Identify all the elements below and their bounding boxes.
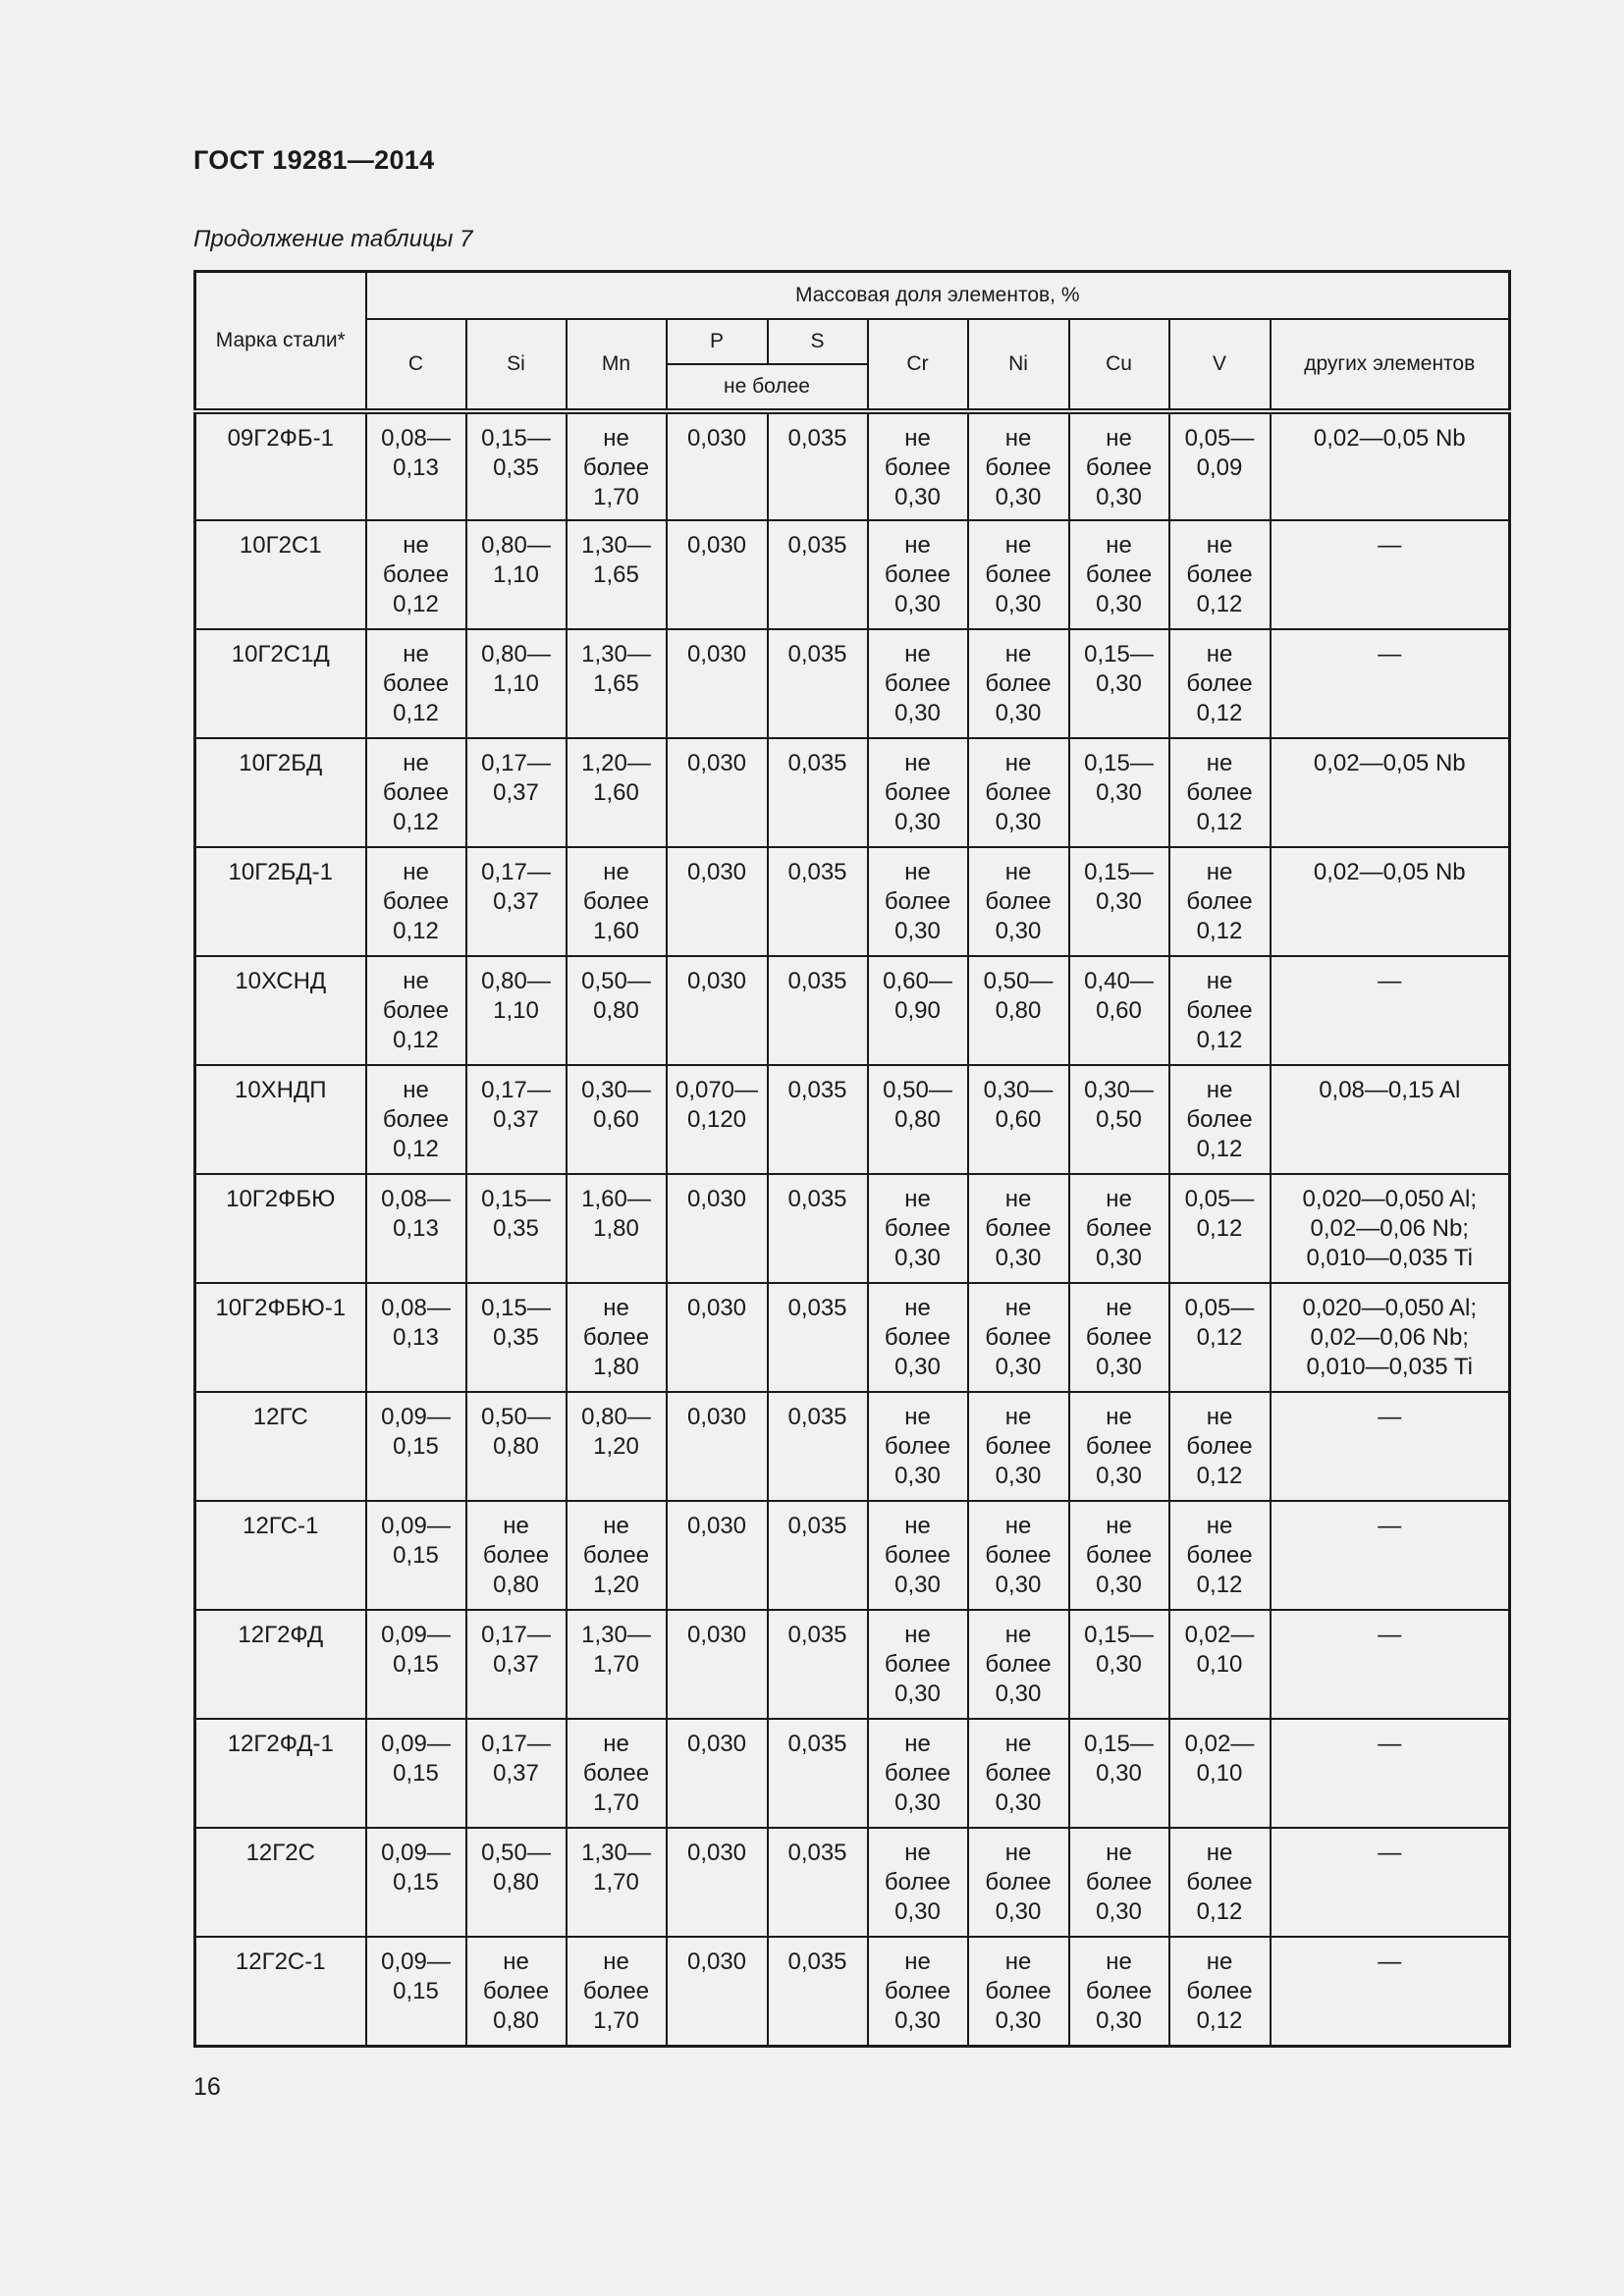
cell-si: 0,17— 0,37 [466,738,567,847]
cell-s: 0,035 [768,1392,868,1501]
cell-ni: не более 0,30 [968,847,1069,956]
cell-si: 0,17— 0,37 [466,1610,567,1719]
table-row [195,1828,1510,1937]
cell-si: 0,17— 0,37 [466,1065,567,1174]
table-row [195,411,1510,520]
cell-mn: 1,30— 1,65 [567,629,667,738]
cell-p: 0,030 [667,738,768,847]
header-c: C [366,319,466,411]
cell-v: 0,02— 0,10 [1169,1610,1271,1719]
cell-s: 0,035 [768,629,868,738]
cell-steel-grade: 10Г2ФБЮ-1 [195,1283,366,1392]
cell-v: не более 0,12 [1169,847,1271,956]
cell-cu: не более 0,30 [1069,520,1169,629]
cell-other: 0,020—0,050 Al; 0,02—0,06 Nb; 0,010—0,035 Ti [1271,1283,1510,1392]
cell-si: 0,17— 0,37 [466,847,567,956]
cell-ni: не более 0,30 [968,1283,1069,1392]
cell-cu: 0,30— 0,50 [1069,1065,1169,1174]
cell-other: — [1271,956,1510,1065]
cell-other: 0,08—0,15 Al [1271,1065,1510,1174]
cell-si: 0,80— 1,10 [466,520,567,629]
cell-cr: не более 0,30 [868,847,968,956]
cell-other: — [1271,1937,1510,2046]
cell-ni: не более 0,30 [968,629,1069,738]
header-v: V [1169,319,1271,411]
cell-c: не более 0,12 [366,1065,466,1174]
cell-mn: 1,60— 1,80 [567,1174,667,1283]
cell-s: 0,035 [768,1937,868,2046]
cell-v: 0,02— 0,10 [1169,1719,1271,1828]
cell-cr: не более 0,30 [868,1828,968,1937]
cell-p: 0,030 [667,1392,768,1501]
cell-steel-grade: 12Г2С-1 [195,1937,366,2046]
document-title: ГОСТ 19281—2014 [193,145,435,175]
cell-steel-grade: 12ГС [195,1392,366,1501]
cell-s: 0,035 [768,411,868,520]
cell-steel-grade: 10ХНДП [195,1065,366,1174]
cell-s: 0,035 [768,1610,868,1719]
cell-v: не более 0,12 [1169,1065,1271,1174]
cell-p: 0,030 [667,847,768,956]
cell-si: 0,15— 0,35 [466,1174,567,1283]
cell-si: не более 0,80 [466,1501,567,1610]
cell-mn: 0,30— 0,60 [567,1065,667,1174]
cell-cr: не более 0,30 [868,520,968,629]
cell-mn: 1,30— 1,70 [567,1610,667,1719]
cell-cu: не более 0,30 [1069,411,1169,520]
cell-si: 0,50— 0,80 [466,1392,567,1501]
cell-s: 0,035 [768,956,868,1065]
cell-v: 0,05— 0,12 [1169,1283,1271,1392]
cell-other: 0,02—0,05 Nb [1271,847,1510,956]
cell-other: 0,02—0,05 Nb [1271,738,1510,847]
cell-cu: 0,40— 0,60 [1069,956,1169,1065]
cell-v: 0,05— 0,12 [1169,1174,1271,1283]
cell-cu: не более 0,30 [1069,1828,1169,1937]
cell-p: 0,070— 0,120 [667,1065,768,1174]
chemical-composition-table [193,270,1511,2048]
cell-v: 0,05— 0,09 [1169,411,1271,520]
cell-s: 0,035 [768,1828,868,1937]
cell-ni: не более 0,30 [968,1174,1069,1283]
cell-ni: 0,50— 0,80 [968,956,1069,1065]
cell-cr: не более 0,30 [868,1501,968,1610]
cell-p: 0,030 [667,1828,768,1937]
cell-c: 0,08— 0,13 [366,1174,466,1283]
cell-steel-grade: 10Г2БД [195,738,366,847]
header-ni: Ni [968,319,1069,411]
table-row [195,1937,1510,2046]
cell-p: 0,030 [667,1610,768,1719]
cell-s: 0,035 [768,1283,868,1392]
cell-cr: не более 0,30 [868,1174,968,1283]
cell-steel-grade: 10Г2С1Д [195,629,366,738]
cell-cu: не более 0,30 [1069,1392,1169,1501]
cell-cr: 0,60— 0,90 [868,956,968,1065]
cell-steel-grade: 12Г2ФД [195,1610,366,1719]
cell-other: 0,02—0,05 Nb [1271,411,1510,520]
cell-cr: не более 0,30 [868,1719,968,1828]
cell-cu: не более 0,30 [1069,1937,1169,2046]
cell-p: 0,030 [667,1283,768,1392]
cell-cu: 0,15— 0,30 [1069,738,1169,847]
cell-cu: 0,15— 0,30 [1069,1719,1169,1828]
header-cu: Cu [1069,319,1169,411]
cell-si: не более 0,80 [466,1937,567,2046]
cell-s: 0,035 [768,1174,868,1283]
cell-cu: не более 0,30 [1069,1501,1169,1610]
cell-v: не более 0,12 [1169,1937,1271,2046]
cell-v: не более 0,12 [1169,1828,1271,1937]
cell-cu: 0,15— 0,30 [1069,847,1169,956]
cell-steel-grade: 09Г2ФБ-1 [195,411,366,520]
table-row [195,1610,1510,1719]
cell-cr: не более 0,30 [868,1937,968,2046]
cell-steel-grade: 10Г2БД-1 [195,847,366,956]
cell-mn: не более 1,80 [567,1283,667,1392]
header-cr: Cr [868,319,968,411]
cell-ni: 0,30— 0,60 [968,1065,1069,1174]
cell-steel-grade: 12Г2ФД-1 [195,1719,366,1828]
header-ps-max-note: не более [667,364,868,411]
cell-s: 0,035 [768,1719,868,1828]
cell-v: не более 0,12 [1169,1392,1271,1501]
cell-other: — [1271,1719,1510,1828]
cell-mn: 1,20— 1,60 [567,738,667,847]
cell-ni: не более 0,30 [968,1501,1069,1610]
cell-cr: 0,50— 0,80 [868,1065,968,1174]
cell-mn: 1,30— 1,70 [567,1828,667,1937]
table-row [195,520,1510,629]
cell-mn: не более 1,70 [567,411,667,520]
cell-c: 0,09— 0,15 [366,1610,466,1719]
table-caption: Продолжение таблицы 7 [193,226,473,252]
cell-s: 0,035 [768,520,868,629]
cell-mn: 0,50— 0,80 [567,956,667,1065]
cell-ni: не более 0,30 [968,1937,1069,2046]
cell-steel-grade: 10ХСНД [195,956,366,1065]
header-mn: Mn [567,319,667,411]
cell-other: 0,020—0,050 Al; 0,02—0,06 Nb; 0,010—0,035 Ti [1271,1174,1510,1283]
cell-p: 0,030 [667,1174,768,1283]
table-row [195,629,1510,738]
header-mass-fraction: Массовая доля элементов, % [366,272,1510,320]
cell-other: — [1271,520,1510,629]
cell-ni: не более 0,30 [968,411,1069,520]
cell-s: 0,035 [768,1065,868,1174]
cell-si: 0,15— 0,35 [466,411,567,520]
table-row [195,956,1510,1065]
cell-other: — [1271,1828,1510,1937]
cell-c: не более 0,12 [366,956,466,1065]
cell-c: 0,09— 0,15 [366,1937,466,2046]
cell-cr: не более 0,30 [868,411,968,520]
cell-cu: не более 0,30 [1069,1174,1169,1283]
cell-mn: не более 1,70 [567,1719,667,1828]
cell-other: — [1271,1610,1510,1719]
cell-s: 0,035 [768,738,868,847]
cell-steel-grade: 10Г2ФБЮ [195,1174,366,1283]
cell-cu: 0,15— 0,30 [1069,629,1169,738]
cell-mn: не более 1,20 [567,1501,667,1610]
cell-ni: не более 0,30 [968,1392,1069,1501]
cell-c: не более 0,12 [366,847,466,956]
cell-p: 0,030 [667,1937,768,2046]
cell-c: 0,09— 0,15 [366,1719,466,1828]
cell-c: не более 0,12 [366,520,466,629]
cell-ni: не более 0,30 [968,1719,1069,1828]
cell-other: — [1271,1501,1510,1610]
cell-p: 0,030 [667,629,768,738]
header-steel-grade: Марка стали* [195,272,366,412]
cell-c: 0,08— 0,13 [366,1283,466,1392]
cell-v: не более 0,12 [1169,1501,1271,1610]
header-other-elements: других элементов [1271,319,1510,411]
cell-v: не более 0,12 [1169,629,1271,738]
header-p: P [667,319,768,364]
table-row [195,847,1510,956]
cell-si: 0,80— 1,10 [466,956,567,1065]
cell-p: 0,030 [667,1501,768,1610]
table-row [195,1392,1510,1501]
cell-c: не более 0,12 [366,738,466,847]
cell-ni: не более 0,30 [968,1610,1069,1719]
cell-v: не более 0,12 [1169,956,1271,1065]
cell-v: не более 0,12 [1169,738,1271,847]
table-body [195,411,1510,2046]
table-row [195,1719,1510,1828]
cell-si: 0,50— 0,80 [466,1828,567,1937]
cell-ni: не более 0,30 [968,520,1069,629]
cell-steel-grade: 12Г2С [195,1828,366,1937]
cell-v: не более 0,12 [1169,520,1271,629]
cell-c: 0,09— 0,15 [366,1501,466,1610]
table-row [195,738,1510,847]
cell-si: 0,15— 0,35 [466,1283,567,1392]
cell-cr: не более 0,30 [868,1392,968,1501]
cell-steel-grade: 10Г2С1 [195,520,366,629]
table-row [195,1283,1510,1392]
header-si: Si [466,319,567,411]
cell-c: 0,08— 0,13 [366,411,466,520]
cell-cr: не более 0,30 [868,1610,968,1719]
cell-mn: 0,80— 1,20 [567,1392,667,1501]
cell-p: 0,030 [667,1719,768,1828]
cell-s: 0,035 [768,847,868,956]
cell-s: 0,035 [768,1501,868,1610]
cell-cu: не более 0,30 [1069,1283,1169,1392]
cell-si: 0,17— 0,37 [466,1719,567,1828]
cell-other: — [1271,1392,1510,1501]
cell-p: 0,030 [667,956,768,1065]
cell-p: 0,030 [667,520,768,629]
page-number: 16 [193,2073,221,2101]
table-row [195,1501,1510,1610]
cell-c: не более 0,12 [366,629,466,738]
cell-c: 0,09— 0,15 [366,1392,466,1501]
cell-ni: не более 0,30 [968,738,1069,847]
cell-mn: не более 1,70 [567,1937,667,2046]
cell-cr: не более 0,30 [868,629,968,738]
cell-steel-grade: 12ГС-1 [195,1501,366,1610]
cell-cu: 0,15— 0,30 [1069,1610,1169,1719]
cell-p: 0,030 [667,411,768,520]
cell-si: 0,80— 1,10 [466,629,567,738]
cell-c: 0,09— 0,15 [366,1828,466,1937]
cell-other: — [1271,629,1510,738]
cell-ni: не более 0,30 [968,1828,1069,1937]
header-s: S [768,319,868,364]
table-row [195,1065,1510,1174]
cell-mn: 1,30— 1,65 [567,520,667,629]
cell-cr: не более 0,30 [868,1283,968,1392]
cell-mn: не более 1,60 [567,847,667,956]
table-row [195,1174,1510,1283]
cell-cr: не более 0,30 [868,738,968,847]
